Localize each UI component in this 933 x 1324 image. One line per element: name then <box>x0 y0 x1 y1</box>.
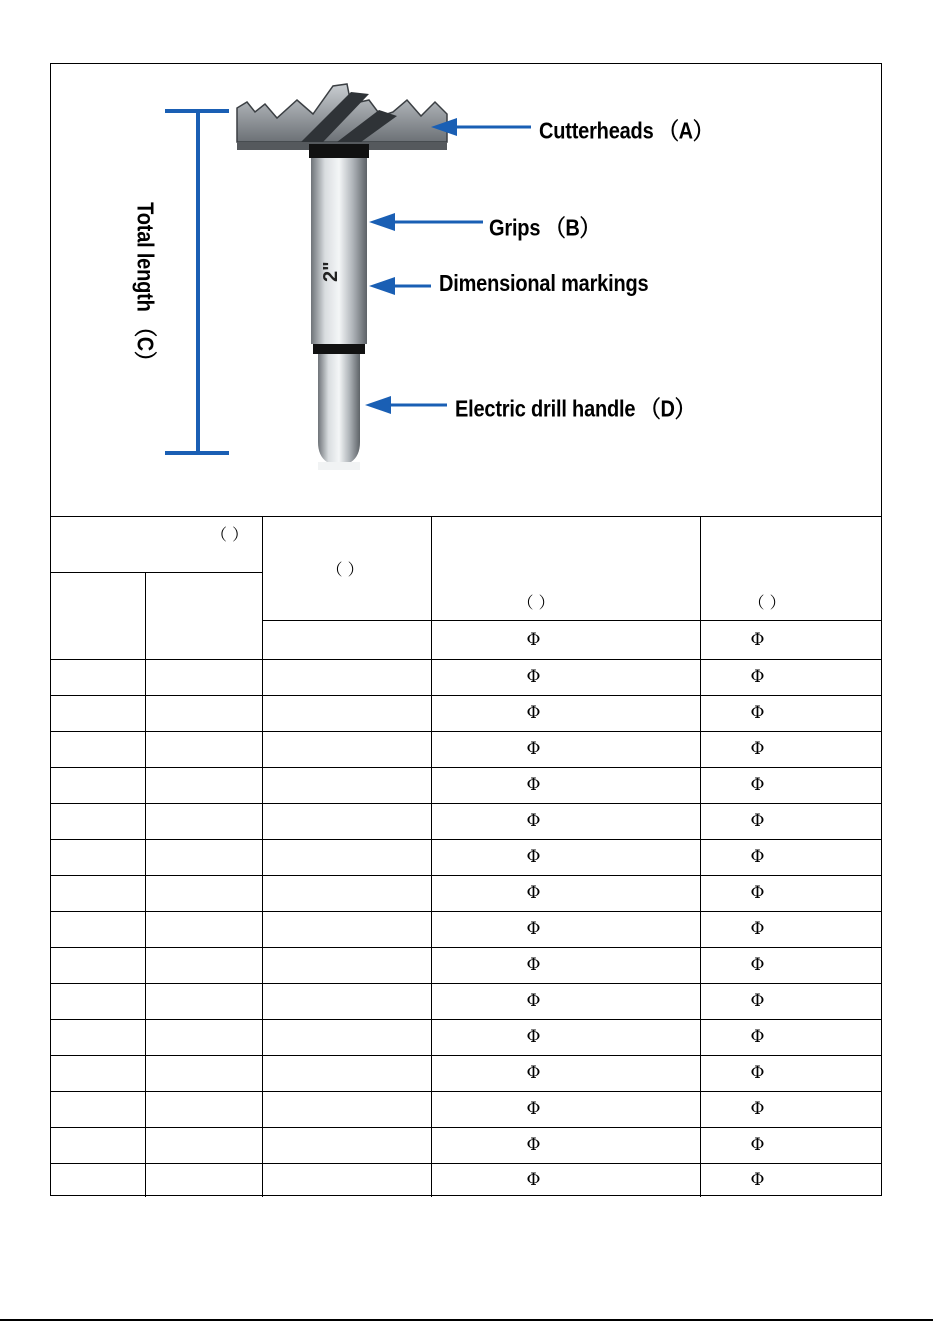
table-row <box>51 803 882 839</box>
table-row <box>51 695 882 731</box>
table-cell <box>51 1127 145 1163</box>
table-cell <box>51 659 145 695</box>
table-cell <box>431 620 700 659</box>
table-cell <box>700 1127 882 1163</box>
table-cell <box>145 620 262 659</box>
table-cell <box>700 983 882 1019</box>
table-cell <box>700 767 882 803</box>
table-cell <box>431 767 700 803</box>
table-cell <box>700 1019 882 1055</box>
table-cell <box>51 875 145 911</box>
phi-symbol: Φ <box>750 703 765 723</box>
spec-sheet <box>50 63 882 1196</box>
header-subcell-2 <box>145 572 262 620</box>
table-cell <box>262 767 431 803</box>
table-cell <box>51 731 145 767</box>
table-cell <box>431 911 700 947</box>
table-cell <box>700 1091 882 1127</box>
table-cell <box>700 803 882 839</box>
phi-symbol: Φ <box>526 955 541 975</box>
table-row <box>51 767 882 803</box>
table-cell <box>262 983 431 1019</box>
table-cell <box>262 803 431 839</box>
phi-symbol: Φ <box>750 1027 765 1047</box>
phi-symbol: Φ <box>750 775 765 795</box>
phi-symbol: Φ <box>526 629 541 650</box>
phi-symbol: Φ <box>750 883 765 903</box>
arrow-drill-handle <box>365 396 447 414</box>
table-cell <box>262 839 431 875</box>
table-cell <box>262 731 431 767</box>
table-row <box>51 839 882 875</box>
phi-symbol: Φ <box>750 1063 765 1083</box>
table-cell <box>262 947 431 983</box>
phi-symbol: Φ <box>526 667 541 687</box>
phi-symbol: Φ <box>526 1099 541 1119</box>
table-cell <box>51 620 145 659</box>
table-cell <box>700 875 882 911</box>
phi-symbol: Φ <box>750 629 765 650</box>
table-cell <box>262 1019 431 1055</box>
phi-symbol: Φ <box>526 919 541 939</box>
table-cell <box>700 1163 882 1197</box>
table-cell <box>431 731 700 767</box>
table-cell <box>51 1019 145 1055</box>
table-cell <box>431 1127 700 1163</box>
phi-symbol: Φ <box>750 811 765 831</box>
header-cell-col4: （ ） <box>431 516 700 620</box>
phi-symbol: Φ <box>750 739 765 759</box>
table-cell <box>51 1163 145 1197</box>
phi-symbol: Φ <box>526 1027 541 1047</box>
drill-bit-figure <box>51 64 881 517</box>
header-cell-col5: （ ） <box>700 516 882 620</box>
table-cell <box>431 803 700 839</box>
table-row <box>51 659 882 695</box>
phi-symbol: Φ <box>750 1099 765 1119</box>
table-cell <box>145 803 262 839</box>
table-cell <box>145 983 262 1019</box>
phi-symbol: Φ <box>750 847 765 867</box>
callout-electric-drill-handle: Electric drill handle （D） <box>455 396 695 423</box>
table-row <box>51 875 882 911</box>
table-cell <box>700 911 882 947</box>
table-cell <box>431 839 700 875</box>
table-cell <box>51 911 145 947</box>
shank-marking: 2" <box>320 261 342 282</box>
phi-symbol: Φ <box>526 1135 541 1155</box>
table-cell <box>431 1091 700 1127</box>
table-row <box>51 731 882 767</box>
table-row <box>51 1127 882 1163</box>
table-cell <box>700 620 882 659</box>
spec-table <box>51 516 882 1197</box>
table-row <box>51 1091 882 1127</box>
table-cell <box>145 1163 262 1197</box>
phi-symbol: Φ <box>526 883 541 903</box>
arrow-dimensional-markings <box>369 277 431 295</box>
table-row <box>51 947 882 983</box>
table-cell <box>700 839 882 875</box>
table-cell <box>431 659 700 695</box>
table-row <box>51 1163 882 1197</box>
table-cell <box>262 659 431 695</box>
table-cell <box>51 947 145 983</box>
footer-rule <box>0 1319 933 1321</box>
table-cell <box>700 1055 882 1091</box>
phi-symbol: Φ <box>526 847 541 867</box>
table-row <box>51 620 882 659</box>
grip-shank <box>311 158 367 344</box>
phi-symbol: Φ <box>526 991 541 1011</box>
phi-symbol: Φ <box>750 919 765 939</box>
table-cell <box>145 767 262 803</box>
callout-cutterheads: Cutterheads （A） <box>539 118 713 145</box>
table-cell <box>700 659 882 695</box>
phi-symbol: Φ <box>526 811 541 831</box>
table-cell <box>145 731 262 767</box>
table-cell <box>145 947 262 983</box>
cutterhead-shape <box>237 84 447 158</box>
phi-symbol: Φ <box>750 667 765 687</box>
table-cell <box>700 695 882 731</box>
phi-symbol: Φ <box>526 775 541 795</box>
spec-rows <box>51 620 882 1197</box>
phi-symbol: Φ <box>526 1063 541 1083</box>
table-cell <box>700 731 882 767</box>
table-cell <box>145 1091 262 1127</box>
table-cell <box>145 1055 262 1091</box>
table-cell <box>51 1055 145 1091</box>
header-cell-diameter: （ ） <box>51 516 262 572</box>
phi-symbol: Φ <box>526 739 541 759</box>
table-cell <box>51 1091 145 1127</box>
table-cell <box>431 983 700 1019</box>
total-length-bracket <box>165 111 229 453</box>
table-cell <box>262 1091 431 1127</box>
table-cell <box>700 947 882 983</box>
table-row <box>51 1019 882 1055</box>
table-cell <box>145 911 262 947</box>
table-cell <box>262 1055 431 1091</box>
callout-dimensional-markings: Dimensional markings <box>439 271 649 297</box>
table-cell <box>145 839 262 875</box>
table-cell <box>51 695 145 731</box>
table-cell <box>431 1019 700 1055</box>
table-row <box>51 1055 882 1091</box>
table-cell <box>145 1127 262 1163</box>
table-cell <box>431 947 700 983</box>
table-cell <box>431 1163 700 1197</box>
phi-symbol: Φ <box>526 1170 541 1191</box>
phi-symbol: Φ <box>750 991 765 1011</box>
arrow-grips <box>369 213 483 231</box>
table-cell <box>145 875 262 911</box>
table-cell <box>51 803 145 839</box>
table-cell <box>262 1163 431 1197</box>
drill-handle-shape <box>318 354 360 462</box>
table-cell <box>262 1127 431 1163</box>
table-cell <box>51 767 145 803</box>
table-cell <box>145 1019 262 1055</box>
table-row <box>51 983 882 1019</box>
table-cell <box>262 620 431 659</box>
table-row <box>51 911 882 947</box>
header-cell-length: （ ） <box>262 516 431 620</box>
phi-symbol: Φ <box>526 703 541 723</box>
table-cell <box>431 875 700 911</box>
callout-grips: Grips （B） <box>489 215 600 242</box>
table-cell <box>145 695 262 731</box>
phi-symbol: Φ <box>750 955 765 975</box>
table-cell <box>51 839 145 875</box>
header-subcell-1 <box>51 572 145 620</box>
phi-symbol: Φ <box>750 1135 765 1155</box>
table-cell <box>262 875 431 911</box>
table-cell <box>431 695 700 731</box>
table-cell <box>431 1055 700 1091</box>
table-cell <box>51 983 145 1019</box>
callout-total-length: Total length （C） <box>131 202 158 371</box>
table-cell <box>262 911 431 947</box>
table-cell <box>262 695 431 731</box>
phi-symbol: Φ <box>750 1170 765 1191</box>
table-cell <box>145 659 262 695</box>
